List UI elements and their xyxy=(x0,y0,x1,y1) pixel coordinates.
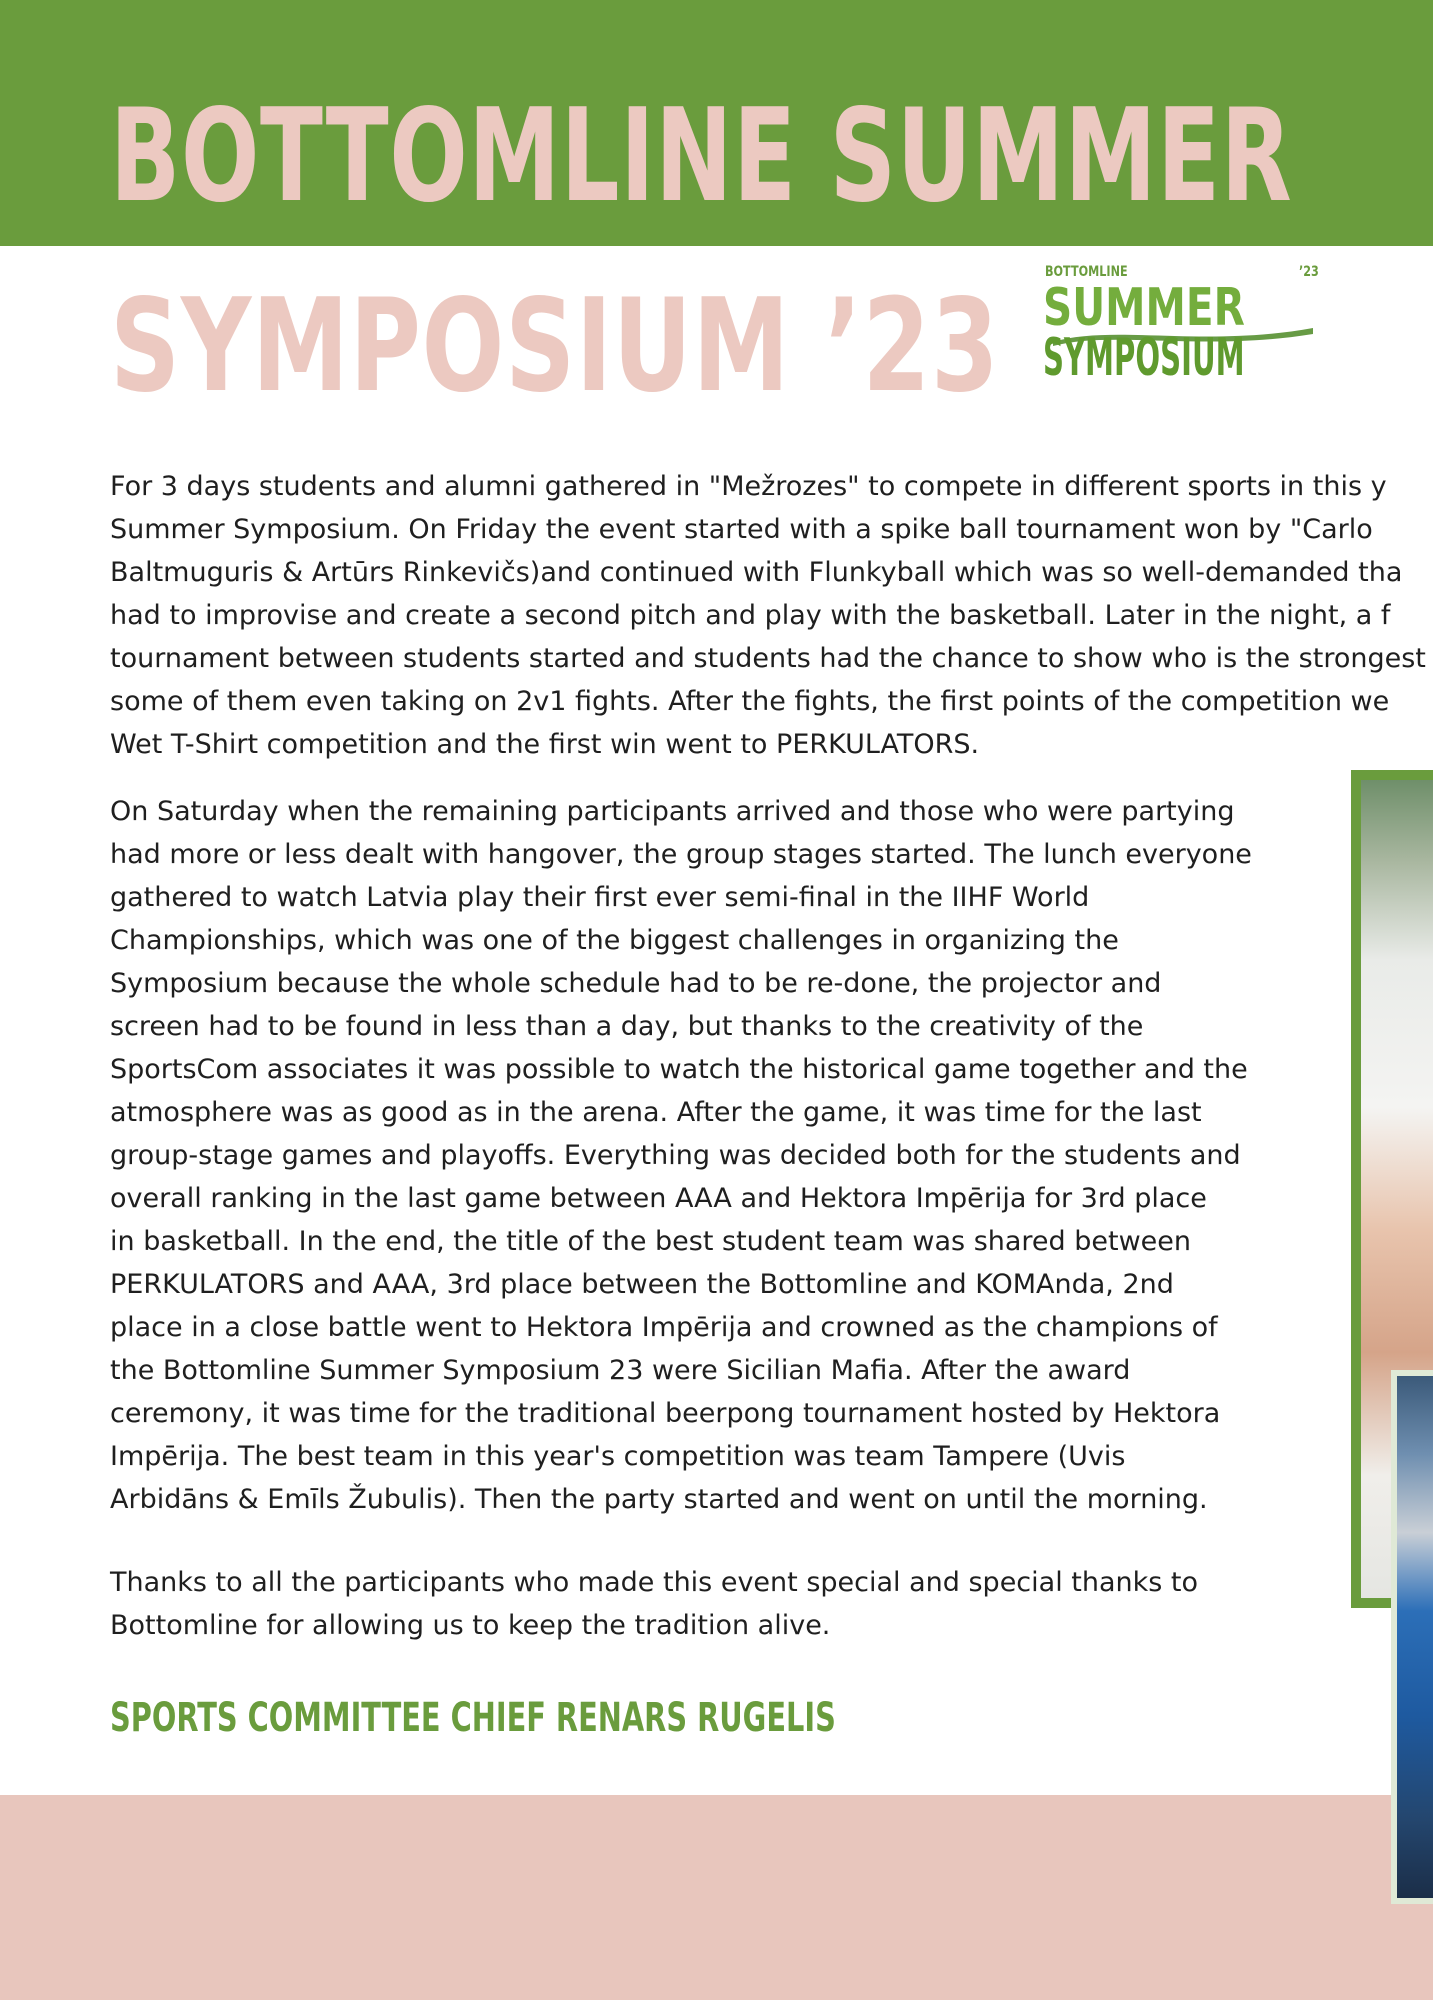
paragraph-line: On Saturday when the remaining participants arrived and those who were partying xyxy=(110,796,1235,827)
logo-symposium-text: SYMPOSIUM xyxy=(1043,328,1245,388)
paragraph-line: place in a close battle went to Hektora Impērija and crowned as the champions of xyxy=(110,1312,1218,1343)
paragraph-line: had to improvise and create a second pitch and play with the basketball. Later in the night, a f xyxy=(110,600,1391,631)
paragraph-line: ceremony, it was time for the traditional beerpong tournament hosted by Hektora xyxy=(110,1398,1221,1429)
footer-band xyxy=(0,1795,1433,2000)
article-paragraph-2 xyxy=(110,790,1280,1521)
paragraph-line: tournament between students started and students had the chance to show who is the strongest xyxy=(110,643,1426,674)
symposium-logo xyxy=(1043,264,1323,414)
paragraph-line: PERKULATORS and AAA, 3rd place between the Bottomline and KOMAnda, 2nd xyxy=(110,1269,1174,1300)
paragraph-line: screen had to be found in less than a day, but thanks to the creativity of the xyxy=(110,1011,1144,1042)
page-title-line1: BOTTOMLINE SUMMER xyxy=(110,82,1293,231)
paragraph-line: had more or less dealt with hangover, the group stages started. The lunch everyone xyxy=(110,839,1252,870)
article-paragraph-3 xyxy=(110,1561,1280,1647)
paragraph-line: Arbidāns & Emīls Žubulis). Then the party started and went on until the morning. xyxy=(110,1484,1208,1515)
paragraph-line: some of them even taking on 2v1 fights. After the fights, the first points of the competition we xyxy=(110,686,1390,717)
page-title-line2: SYMPOSIUM ’23 xyxy=(110,272,1000,421)
paragraph-line: in basketball. In the end, the title of the best student team was shared between xyxy=(110,1226,1192,1257)
paragraph-line: Championships, which was one of the biggest challenges in organizing the xyxy=(110,925,1119,956)
paragraph-line: Summer Symposium. On Friday the event started with a spike ball tournament won by "Carlo xyxy=(110,514,1373,545)
paragraph-line: Wet T-Shirt competition and the first win went to PERKULATORS. xyxy=(110,729,980,760)
paragraph-line: the Bottomline Summer Symposium 23 were Sicilian Mafia. After the award xyxy=(110,1355,1131,1386)
paragraph-line: Bottomline for allowing us to keep the tradition alive. xyxy=(110,1610,831,1641)
paragraph-line: gathered to watch Latvia play their first ever semi-final in the IIHF World xyxy=(110,882,1090,913)
event-photo xyxy=(1397,1376,1433,1898)
paragraph-line: SportsCom associates it was possible to watch the historical game together and the xyxy=(110,1054,1248,1085)
logo-year-text: ’23 xyxy=(1299,264,1319,280)
logo-brand-text: BOTTOMLINE xyxy=(1045,264,1128,280)
paragraph-line: atmosphere was as good as in the arena. After the game, it was time for the last xyxy=(110,1097,1202,1128)
paragraph-line: overall ranking in the last game between AAA and Hektora Impērija for 3rd place xyxy=(110,1183,1207,1214)
paragraph-line: group-stage games and playoffs. Everything was decided both for the students and xyxy=(110,1140,1241,1171)
author-signature: SPORTS COMMITTEE CHIEF RENARS RUGELIS xyxy=(110,1695,836,1741)
article-paragraph-1 xyxy=(110,465,1433,766)
paragraph-line: For 3 days students and alumni gathered in "Mežrozes" to compete in different sports in this y xyxy=(110,471,1387,502)
paragraph-line: Thanks to all the participants who made this event special and special thanks to xyxy=(110,1567,1199,1598)
paragraph-line: Symposium because the whole schedule had to be re-done, the projector and xyxy=(110,968,1162,999)
paragraph-line: Baltmuguris & Artūrs Rinkevičs)and continued with Flunkyball which was so well-demanded tha xyxy=(110,557,1403,588)
paragraph-line: Impērija. The best team in this year's competition was team Tampere (Uvis xyxy=(110,1441,1126,1472)
logo-summer-text: SUMMER xyxy=(1043,278,1245,338)
